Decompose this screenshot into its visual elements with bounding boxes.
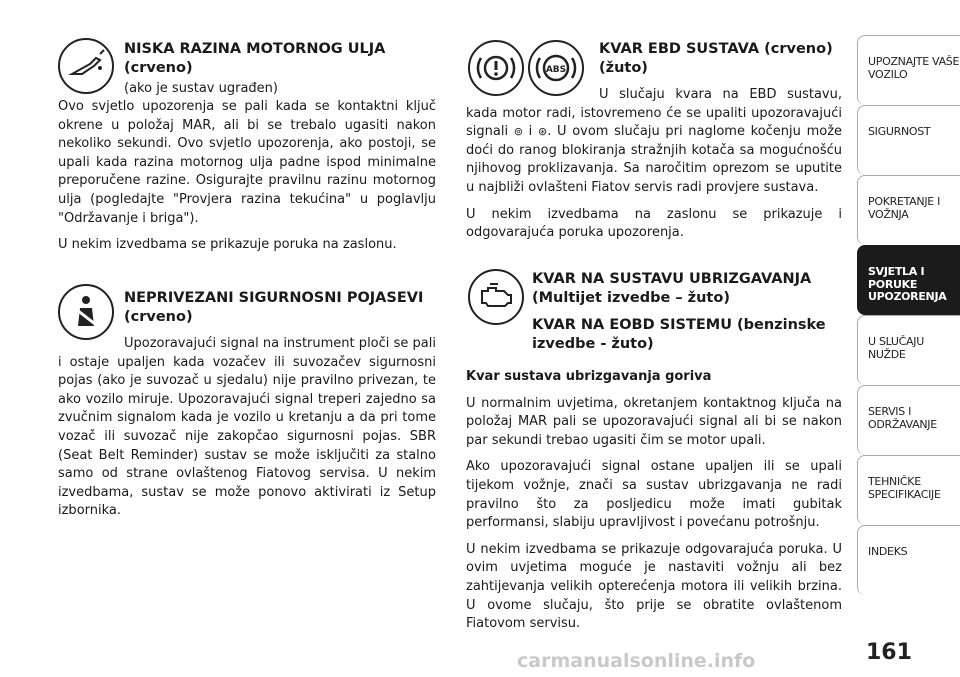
page-number: 161 bbox=[866, 640, 912, 665]
ebd-text-and: i bbox=[528, 124, 533, 140]
oil-can-icon bbox=[58, 38, 114, 94]
injection-title-2: KVAR NA EOBD SISTEMU (benzinske izvedbe - žuto) bbox=[532, 317, 826, 352]
oil-subtitle: (ako je sustav ugrađen) bbox=[124, 81, 278, 96]
tab-sigurnost[interactable]: SIGURNOST bbox=[857, 105, 960, 175]
oil-paragraph-2: U nekim izvedbama se prikazuje poruka na zaslonu. bbox=[58, 237, 397, 253]
ebd-text-2: . U ovom slučaju pri naglome kočenju može doći do ranog blokiranja stražnjih kotača sa mogućnošću njihovog proklizavanja. Sa naročitim oprezom se uputite u najbliži ovlašteni Fiatov servis radi provjere sustava. bbox=[466, 124, 843, 195]
ebd-body bbox=[466, 86, 842, 251]
oil-body bbox=[58, 98, 436, 263]
belt-section bbox=[124, 289, 434, 327]
injection-subhead: Kvar sustava ubrizgavanja goriva bbox=[466, 369, 712, 384]
brake-warning-inline-icon: ⊚ bbox=[513, 125, 523, 139]
ebd-paragraph-2: U nekim izvedbama na zaslonu se prikazuje i odgovarajuća poruka upozorenja. bbox=[466, 206, 842, 241]
engine-check-icon bbox=[468, 269, 524, 325]
injection-section bbox=[532, 270, 842, 354]
footer-watermark: carmanualsonline.info bbox=[517, 650, 756, 672]
ebd-section bbox=[599, 40, 839, 78]
tab-tehnicke[interactable]: TEHNIČKE SPECIFIKACIJE bbox=[857, 455, 960, 525]
tab-svjetla[interactable]: SVJETLA I PORUKE UPOZORENJA bbox=[857, 245, 960, 315]
chapter-tabs bbox=[857, 35, 960, 595]
oil-paragraph-1: Ovo svjetlo upozorenja se pali kada se kontaktni ključ okrene u položaj MAR, ali bi se trebalo ugasiti nakon nekoliko sekundi. Ovo svjetlo upozorenja, ako postoji, se upali kada razina motornog ulja padne ispod minimalne preporučene razine. Osigurajte pravilnu razinu motornog ulja (pogledajte "Provjera razina tekućina" u poglavlju "Održavanje i briga"). bbox=[58, 99, 436, 226]
ebd-paragraph-1 bbox=[466, 86, 842, 198]
injection-paragraph-1: U normalnim uvjetima, okretanjem kontaktnog ključa na položaj MAR pali se upozoravajući signal ali bi se nakon par sekundi trebao ugasiti čim se motor upali. bbox=[466, 395, 842, 448]
belt-title: NEPRIVEZANI SIGURNOSNI POJASEVI (crveno) bbox=[124, 290, 424, 325]
tab-pokretanje[interactable]: POKRETANJE I VOŽNJA bbox=[857, 175, 960, 245]
injection-paragraph-3: U nekim izvedbama se prikazuje odgovarajuća poruka. U ovim uvjetima moguće je nastaviti vožnju ali bez zahtijevanja velikih opterećenja motora ili velikih brzina. U ovome slučaju, što prije se obratite ovlaštenom Fiatovom servisu. bbox=[466, 541, 842, 632]
ebd-text-1: U slučaju kvara na EBD sustavu, kada motor radi, istovremeno će se upaliti upozoravajući signali bbox=[466, 87, 842, 140]
belt-body bbox=[58, 335, 436, 529]
tab-servis[interactable]: SERVIS I ODRŽAVANJE bbox=[857, 385, 960, 455]
tab-indeks[interactable]: INDEKS bbox=[857, 525, 960, 595]
abs-label: ABS bbox=[545, 65, 567, 75]
tab-nuzda[interactable]: U SLUČAJU NUŽDE bbox=[857, 315, 960, 385]
oil-section bbox=[124, 40, 434, 105]
abs-inline-icon: ⊛ bbox=[537, 125, 548, 139]
seatbelt-icon bbox=[58, 284, 114, 340]
injection-body bbox=[466, 368, 842, 642]
belt-paragraph-1: Upozoravajući signal na instrument ploči se pali i ostaje upaljen kada vozačev ili suvozačev sigurnosni pojas (ako je suvozač u sjedalu) nije pravilno privezan, te ako vozilo miruje. Upozoravajući signal treperi zajedno sa zvučnim signalom kada je vozilo u kretanju a da pri tome vozač ili suvozač nije zakopčao sigurnosni pojas. SBR (Seat Belt Reminder) sustav se može isključiti za stalno samo od strane ovlaštenog Fiatovog servisa. U nekim izvedbama, sustav se može ponovo aktivirati iz Setup izbornika. bbox=[58, 336, 436, 519]
tab-upoznajte[interactable]: UPOZNAJTE VAŠE VOZILO bbox=[857, 35, 960, 105]
injection-title-1: KVAR NA SUSTAVU UBRIZGAVANJA (Multijet izvedbe – žuto) bbox=[532, 271, 812, 306]
oil-title: NISKA RAZINA MOTORNOG ULJA (crveno) bbox=[124, 41, 386, 76]
ebd-title: KVAR EBD SUSTAVA (crveno) (žuto) bbox=[599, 41, 833, 76]
injection-paragraph-2: Ako upozoravajući signal ostane upaljen ili se upali tijekom vožnje, znači sa sustav ubrizgavanja ne radi pravilno što za posljedicu može imati gubitak performansi, slabiju upravljivost i povećanu potrošnju. bbox=[466, 459, 842, 531]
